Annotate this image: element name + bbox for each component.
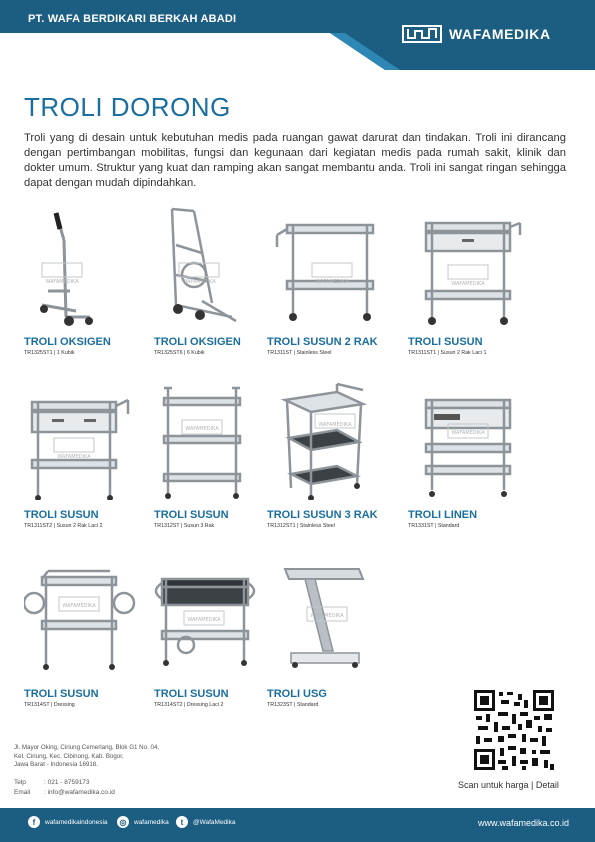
product-card[interactable] — [267, 205, 402, 356]
page-title: TROLI DORONG — [24, 92, 231, 122]
stacking-trolley-2-drawers-image — [24, 378, 144, 500]
brand-name: WAFAMEDIKA — [449, 26, 551, 42]
watermark-text: WAFAMEDIKA — [57, 454, 91, 460]
product-code: TR1312ST1 | Stainless Steel — [267, 523, 335, 529]
product-name: TROLI SUSUN — [154, 509, 229, 521]
product-card[interactable] — [24, 378, 159, 529]
product-name: TROLI USG — [267, 688, 327, 700]
stacking-trolley-3-rak-image — [267, 378, 387, 500]
product-name: TROLI SUSUN — [408, 336, 483, 348]
stacking-trolley-2-tier-image — [267, 205, 387, 327]
product-code: TR1325ST6 | 6 Kubik — [154, 350, 205, 356]
product-name: TROLI OKSIGEN — [24, 336, 111, 348]
instagram-link[interactable] — [117, 816, 169, 828]
product-code: TR1311ST | Stainless Steel — [267, 350, 332, 356]
product-card[interactable] — [408, 378, 543, 529]
product-code: TR1311ST2 | Susun 2 Rak Laci 2 — [24, 523, 103, 529]
facebook-handle: wafamedikaindonesia — [45, 818, 108, 826]
watermark-text: WAFAMEDIKA — [315, 279, 349, 285]
company-name: PT. WAFA BERDIKARI BERKAH ABADI — [28, 13, 237, 25]
instagram-icon: ◎ — [117, 816, 129, 828]
product-code: TR1312ST | Susun 3 Rak — [154, 523, 215, 529]
phone-number[interactable]: : 021 - 8759173 — [44, 779, 90, 786]
watermark-text: WAFAMEDIKA — [185, 426, 219, 432]
product-code: TR1325ST1 | 1 Kubik — [24, 350, 75, 356]
stacking-trolley-3-tier-image — [154, 378, 274, 500]
product-name: TROLI SUSUN — [24, 509, 99, 521]
watermark-text: WAFAMEDIKA — [451, 430, 485, 436]
watermark-text: WAFAMEDIKA — [45, 279, 79, 285]
product-name: TROLI SUSUN 3 RAK — [267, 509, 378, 521]
product-code: TR1331ST | Standard — [408, 523, 460, 529]
dressing-trolley-image — [24, 557, 144, 679]
product-name: TROLI SUSUN 2 RAK — [267, 336, 378, 348]
linen-trolley-image — [408, 378, 528, 500]
watermark-text: WAFAMEDIKA — [310, 613, 344, 619]
email-address[interactable]: : info@wafamedika.co.id — [44, 788, 115, 796]
address-line: Kel. Ciriung, Kec. Cibinong, Kab. Bogor, — [14, 752, 124, 760]
product-card[interactable] — [24, 557, 159, 708]
phone-label: Telp — [14, 779, 26, 786]
twitter-icon: t — [176, 816, 188, 828]
contact-info — [14, 778, 115, 797]
product-name: TROLI SUSUN — [154, 688, 229, 700]
product-code: TR1314ST2 | Dressing Laci 2 — [154, 702, 224, 708]
product-card[interactable] — [24, 205, 159, 356]
instagram-handle: wafamedika — [134, 818, 169, 826]
twitter-handle: @WafaMedika — [193, 818, 236, 826]
product-name: TROLI OKSIGEN — [154, 336, 241, 348]
product-code: TR1311ST1 | Susun 2 Rak Laci 1 — [408, 350, 487, 356]
page-description: Troli yang di desain untuk kebutuhan medis pada ruangan gawat darurat dan tindakan. Troli ini dirancang dengan pertimbangan mobilitas, fungsi dan kegunaan dari kegiatan medis pada rumah sakit, klinik dan dokter umum. Struktur yang kuat dan ramping akan sangat membantu anda. Troli ini sangat ringan sehingga dapat dengan mudah dipindahkan. — [24, 132, 566, 189]
product-card[interactable] — [408, 205, 543, 356]
watermark-text: WAFAMEDIKA — [62, 603, 96, 609]
company-address — [14, 744, 159, 770]
watermark-text: WAFAMEDIKA — [318, 422, 352, 428]
watermark-text: WAFAMEDIKA — [451, 281, 485, 287]
qr-caption: Scan untuk harga | Detail — [458, 780, 559, 790]
product-code: TR1314ST | Dressing — [24, 702, 75, 708]
address-line: Jl. Mayor Oking, Ciriung Cemerlang, Blok G1 No. 04, — [14, 744, 160, 751]
product-card[interactable] — [267, 378, 402, 529]
stacking-trolley-1-drawer-image — [408, 205, 528, 327]
product-name: TROLI LINEN — [408, 509, 478, 521]
oxygen-trolley-1-image — [24, 205, 144, 327]
dressing-trolley-2-drawers-image — [154, 557, 274, 679]
ultrasound-trolley-image — [267, 557, 387, 679]
twitter-link[interactable] — [176, 816, 235, 828]
address-line: Jawa Barat - Indonesia 16918. — [14, 761, 98, 768]
product-name: TROLI SUSUN — [24, 688, 99, 700]
website-link[interactable]: www.wafamedika.co.id — [477, 818, 569, 828]
watermark-text: WAFAMEDIKA — [182, 279, 216, 285]
facebook-link[interactable] — [28, 816, 108, 828]
footer-bar — [0, 808, 595, 842]
brand[interactable] — [402, 25, 551, 43]
email-label: Email — [14, 788, 31, 796]
product-code: TR1323ST | Standard — [267, 702, 319, 708]
oxygen-trolley-6-image — [154, 205, 274, 327]
header-band — [0, 0, 595, 70]
watermark-text: WAFAMEDIKA — [187, 617, 221, 623]
facebook-icon: f — [28, 816, 40, 828]
qr-code-icon[interactable] — [474, 690, 554, 770]
brand-logo-icon — [402, 25, 442, 43]
product-card[interactable] — [267, 557, 402, 708]
